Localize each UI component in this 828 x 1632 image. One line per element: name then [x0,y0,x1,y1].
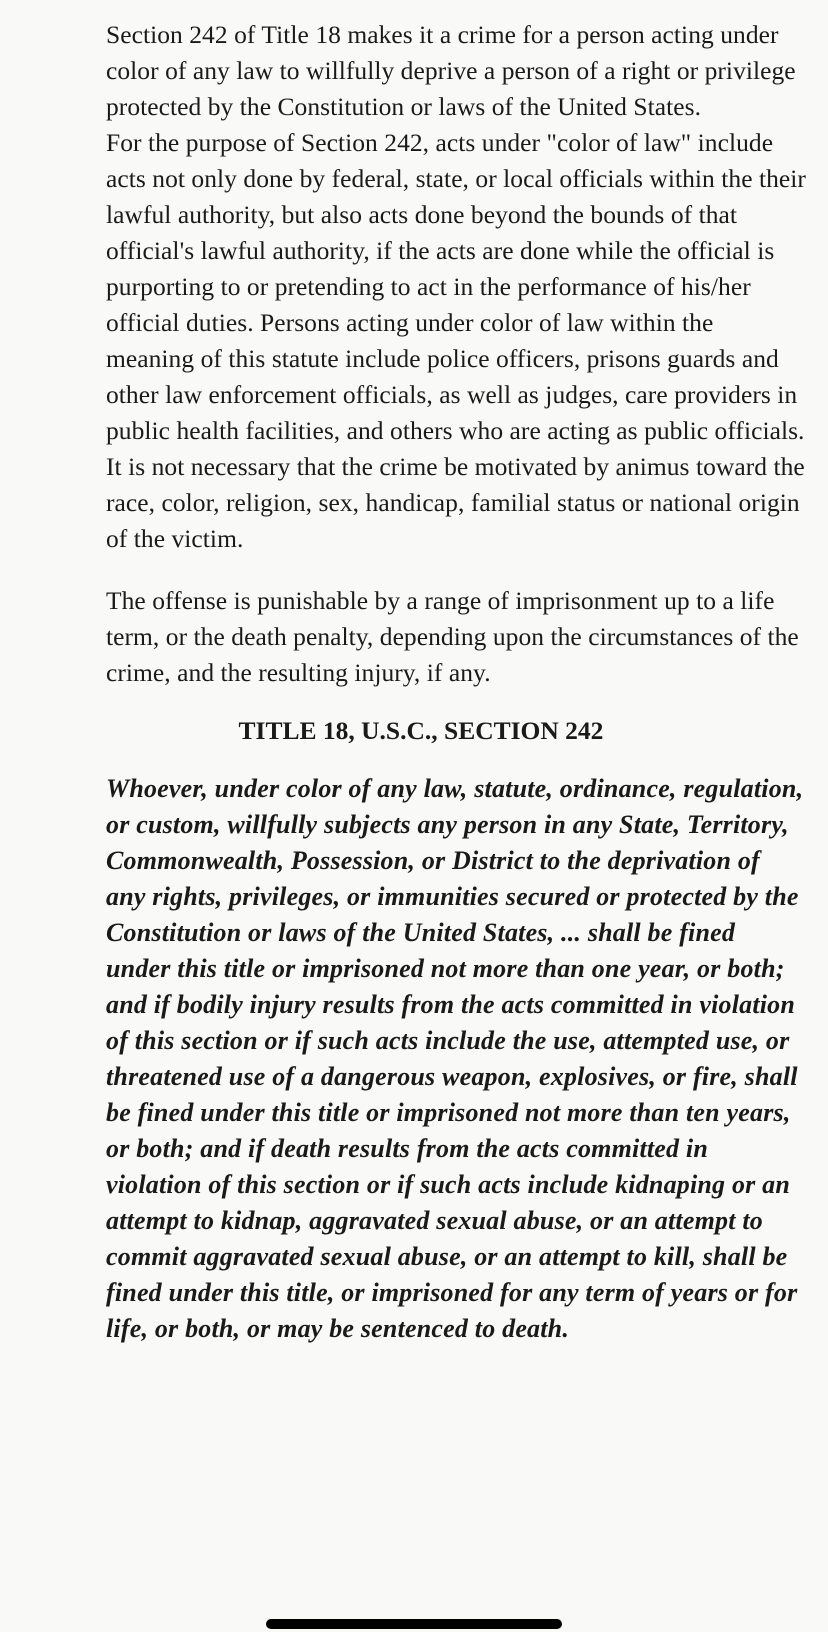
intro-paragraph: Section 242 of Title 18 makes it a crime for a person acting under color of any law to willfully deprive a person of a right or privilege protected by the Constitution or laws of the United States. [106,20,796,121]
color-of-law-paragraph: For the purpose of Section 242, acts under "color of law" include acts not only done by federal, state, or local officials within the their lawful authority, but also acts done beyond the bounds of that official's lawful authority, if the acts are done while the official is purporting to or pretending to act in the performance of his/her official duties. Persons acting under color of law within the meaning of this statute include police officers, prisons guards and other law enforcement officials, as well as judges, care providers in public health facilities, and others who are acting as public officials. It is not necessary that the crime be motivated by animus toward the race, color, religion, sex, handicap, familial status or national origin of the victim. [106,128,806,553]
statute-text: Whoever, under color of any law, statute, ordinance, regulation, or custom, willfully subjects any person in any State, Territory, Commonwealth, Possession, or District to the deprivation of any rights, privileges, or immunities secured or protected by the Constitution or laws of the United States, ... shall be fined under this title or imprisoned not more than one year, or both; and if bodily injury results from the acts committed in violation of this section or if such acts include the use, attempted use, or threatened use of a dangerous weapon, explosives, or fire, shall be fined under this title or imprisoned not more than ten years, or both; and if death results from the acts committed in violation of this section or if such acts include kidnaping or an attempt to kidnap, aggravated sexual abuse, or an attempt to commit aggravated sexual abuse, or an attempt to kill, shall be fined under this title, or imprisoned for any term of years or for life, or both, or may be sentenced to death. [106,774,804,1343]
article-body [106,17,806,1347]
home-indicator[interactable] [266,1619,562,1629]
punishment-paragraph: The offense is punishable by a range of imprisonment up to a life term, or the death penalty, depending upon the circumstances of the crime, and the resulting injury, if any. [106,586,799,687]
statute-heading: TITLE 18, U.S.C., SECTION 242 [238,716,604,745]
